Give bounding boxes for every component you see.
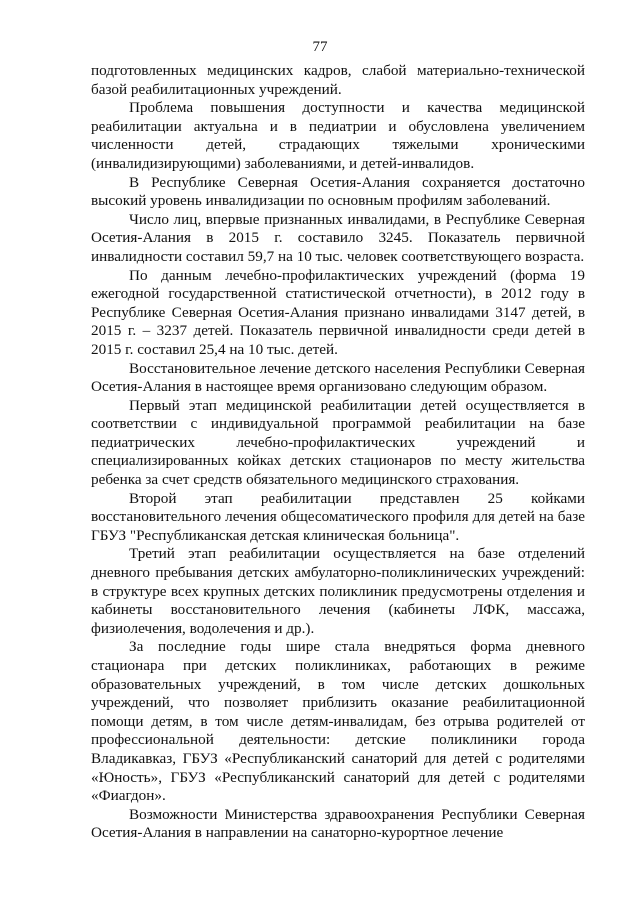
document-body xyxy=(91,62,585,843)
page-number: 77 xyxy=(312,39,328,55)
paragraph-ministry-capabilities: Возможности Министерства здравоохранения Республики Северная Осетия-Алания в направлении на санаторно-курортное лечение xyxy=(91,805,585,842)
paragraph-day-hospital: За последние годы шире стала внедряться форма дневного стационара при детских поликлиниках, работающих в режиме образовательных учреждений, в том числе детских дошкольных учреждений, что позволяет приблизить оказание реабилитационной помощи детям, в том числе детям-инвалидам, без отрыва родителей от профессиональной деятельности: детские поликлиники города Владикавказ, ГБУЗ «Республиканский санаторий для детей с родителями «Юность», ГБУЗ «Республиканский санаторий для детей с родителями «Фиагдон». xyxy=(91,638,585,805)
paragraph-continuation: подготовленных медицинских кадров, слабой материально-технической базой реабилитационных учреждений. xyxy=(91,62,585,98)
paragraph-rehab-accessibility: Проблема повышения доступности и качества медицинской реабилитации актуальна и в педиатрии и обусловлена увеличением численности детей, страдающих тяжелыми хроническими (инвалидизирующими) заболеваниями, и детей-инвалидов. xyxy=(91,99,585,172)
paragraph-rehab-organization: Восстановительное лечение детского населения Республики Северная Осетия-Алания в настоящее время организовано следующим образом. xyxy=(91,359,585,396)
paragraph-disability-level: В Республике Северная Осетия-Алания сохраняется достаточно высокий уровень инвалидизации по основным профилям заболеваний. xyxy=(91,173,585,210)
paragraph-second-stage: Второй этап реабилитации представлен 25 койками восстановительного лечения общесоматического профиля для детей на базе ГБУЗ "Республиканская детская клиническая больница". xyxy=(91,489,585,544)
paragraph-primary-disability-2015: Число лиц, впервые признанных инвалидами, в Республике Северная Осетия-Алания в 2015 г. составило 3245. Показатель первичной инвалидности составил 59,7 на 10 тыс. человек соответствующего возраста. xyxy=(91,210,585,265)
paragraph-first-stage: Первый этап медицинской реабилитации детей осуществляется в соответствии с индивидуальной программой реабилитации на базе педиатрических лечебно-профилактических учреждений и специализированных койках детских стационаров по месту жительства ребенка за счет средств обязательного медицинского страхования. xyxy=(91,396,585,489)
paragraph-third-stage: Третий этап реабилитации осуществляется на базе отделений дневного пребывания детских амбулаторно-поликлинических учреждений: в структуре всех крупных детских поликлиник предусмотрены отделения и кабинеты восстановительного лечения (кабинеты ЛФК, массажа, физиолечения, водолечения и др.). xyxy=(91,545,585,637)
paragraph-children-disability-stats: По данным лечебно-профилактических учреждений (форма 19 ежегодной государственной статистической отчетности), в 2012 году в Республике Северная Осетия-Алания признано инвалидами 3147 детей, в 2015 г. – 3237 детей. Показатель первичной инвалидности среди детей в 2015 г. составил 25,4 на 10 тыс. детей. xyxy=(91,266,585,358)
